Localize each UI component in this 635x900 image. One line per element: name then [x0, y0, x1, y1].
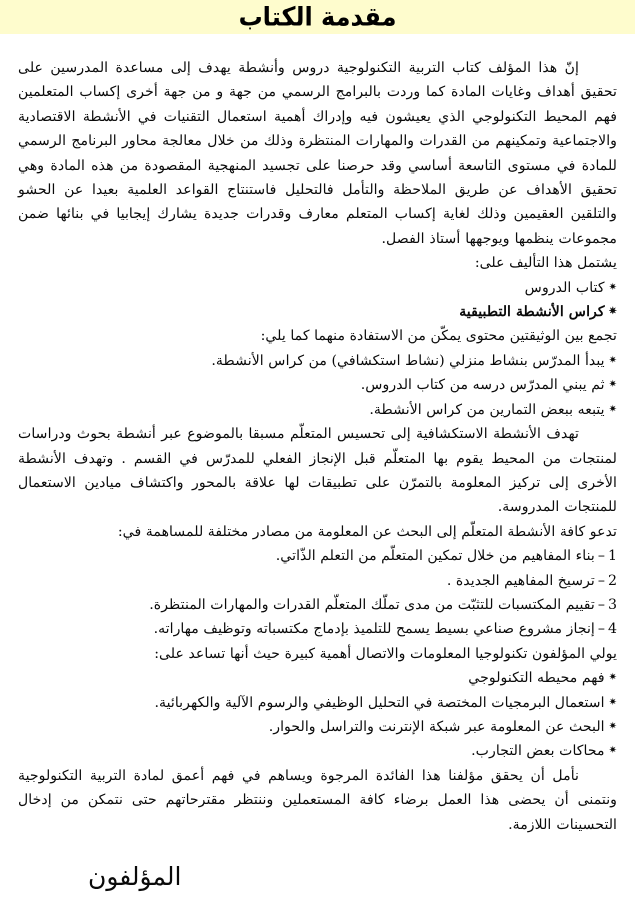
list-item-label: فهم محيطه التكنولوجي	[468, 670, 605, 687]
list-item-label: إنجاز مشروع صناعي بسيط يسمح للتلميذ بإدماج مكتسباته وتوظيف مهاراته.	[153, 621, 595, 638]
list-item	[18, 398, 617, 422]
usage-list	[18, 349, 617, 422]
list-item	[18, 617, 617, 641]
list-item-number: 4	[607, 621, 617, 638]
list-item	[18, 739, 617, 763]
line-ict-intro: يولي المؤلفون تكنولوجيا المعلومات والاتصال أهمية كبيرة حيث أنها تساعد على:	[154, 645, 617, 662]
list-item	[18, 276, 617, 300]
list-item-label: تقييم المكتسبات للتثبّت من مدى تملّك المتعلّم القدرات والمهارات المنتظرة.	[149, 596, 595, 613]
ict-list	[18, 666, 617, 764]
list-item	[18, 349, 617, 373]
list-item-number: 2	[607, 572, 617, 589]
star-bullet-icon: ✷	[608, 354, 617, 366]
authors-signature: المؤلفون	[88, 861, 182, 891]
star-bullet-icon: ✷	[608, 745, 617, 757]
aims-numbered-list	[18, 544, 617, 642]
list-item-label: ترسيخ المفاهيم الجديدة .	[446, 572, 595, 589]
list-item-label: يبدأ المدرّس بنشاط منزلي (نشاط استكشافي) من كراس الأنشطة.	[211, 352, 605, 369]
list-item-label: استعمال البرمجيات المختصة في التحليل الوظيفي والرسوم الآلية والكهربائية.	[154, 694, 605, 711]
line-usage-intro: تجمع بين الوثيقتين محتوى يمكّن من الاستفادة منهما كما يلي:	[260, 328, 617, 345]
list-item-dash: –	[597, 572, 605, 589]
list-item-label: يتبعه ببعض التمارين من كراس الأنشطة.	[369, 401, 605, 418]
list-item-label: كتاب الدروس	[524, 279, 605, 296]
line-aims-intro: تدعو كافة الأنشطة المتعلّم إلى البحث عن المعلومة من مصادر مختلفة للمساهمة في:	[117, 523, 617, 540]
star-bullet-icon: ✷	[608, 379, 617, 391]
list-item	[18, 544, 617, 568]
list-item-dash: –	[597, 548, 605, 565]
list-item	[18, 593, 617, 617]
line-contains-intro: يشتمل هذا التأليف على:	[474, 255, 617, 272]
list-item-dash: –	[597, 621, 605, 638]
star-bullet-icon: ✷	[608, 306, 617, 318]
components-list	[18, 276, 617, 325]
list-item	[18, 569, 617, 593]
document-body	[0, 34, 635, 900]
star-bullet-icon: ✷	[608, 403, 617, 415]
list-item	[18, 715, 617, 739]
list-item-label: بناء المفاهيم من خلال تمكين المتعلّم من التعلم الذّاتي.	[275, 548, 595, 565]
paragraph-closing: نأمل أن يحقق مؤلفنا هذا الفائدة المرجوة ويساهم في فهم أعمق لمادة التربية التكنولوجية ونتمنى أن يحضى هذا العمل برضاء كافة المستعملين وننتظر مقترحاتهم حتى نتمكن من إدخال التحسينات اللازمة.	[18, 767, 617, 833]
list-item	[18, 666, 617, 690]
paragraph-exploratory-activities: تهدف الأنشطة الاستكشافية إلى تحسيس المتعلّم مسبقا بالموضوع عبر أنشطة بحوث ودراسات لمنتجات من المحيط يقوم بها المتعلّم قبل الإنجاز الفعلي للمدرّس في القسم . وتهدف الأنشطة الأخرى إلى تركيز المعلومة بالتمرّن على تطبيقات لها علاقة بالمحور واكتشاف ميادين الاستعمال للمنتجات المدروسة.	[18, 426, 617, 516]
star-bullet-icon: ✷	[608, 281, 617, 293]
list-item	[18, 691, 617, 715]
list-item-label: كراس الأنشطة التطبيقية	[459, 304, 605, 321]
page-title: مقدمة الكتاب	[238, 1, 397, 33]
list-item	[18, 373, 617, 397]
list-item	[18, 300, 617, 324]
list-item-dash: –	[597, 596, 605, 613]
star-bullet-icon: ✷	[608, 672, 617, 684]
list-item-label: البحث عن المعلومة عبر شبكة الإنترنت والتراسل والحوار.	[268, 718, 605, 735]
document-header-band	[0, 0, 635, 34]
star-bullet-icon: ✷	[608, 720, 617, 732]
list-item-number: 1	[607, 548, 617, 565]
list-item-label: ثم يبني المدرّس درسه من كتاب الدروس.	[360, 377, 605, 394]
list-item-label: محاكات بعض التجارب.	[471, 743, 605, 760]
star-bullet-icon: ✷	[608, 696, 617, 708]
paragraph-introduction: إنّ هذا المؤلف كتاب التربية التكنولوجية دروس وأنشطة يهدف إلى مساعدة المدرسين على تحقيق أهداف وغايات المادة كما وردت بالبرامج الرسمي من جهة و من جهة أخرى إكساب المتعلمين فهم المحيط التكنولوجي الذي يعيشون فيه وإدراك أهمية استعمال التقنيات في الأنشطة الاقتصادية والاجتماعية وتمكينهم من القدرات والمهارات المنتظرة وذلك من خلال معالجة محاور البرنامج الرسمي للمادة في مستوى التاسعة أساسي وقد حرصنا على تجسيد المنهجية المقصودة من هذه المادة وهي تحقيق الأهداف عن طريق الملاحظة والتأمل فالتحليل فاستنتاج القواعد العلمية بعيدا عن الحشو والتلقين العقيمين وذلك لغاية إكساب المتعلم معارف وقدرات جديدة يشارك إيجابيا في بنائها ضمن مجموعات ينظمها ويوجهها أستاذ الفصل.	[18, 60, 617, 247]
list-item-number: 3	[607, 596, 617, 613]
